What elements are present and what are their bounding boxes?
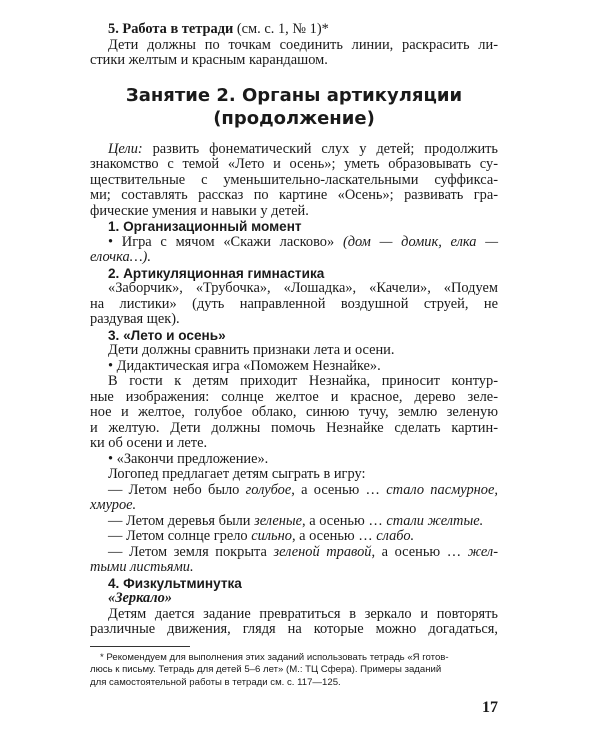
section-3-heading: 3. «Лето и осень»: [108, 327, 226, 343]
task5-number: 5.: [108, 21, 119, 37]
section-3-line-7: ки об осени и лете.: [90, 435, 208, 451]
section-2-line-2: на листики» (дуть направленной воздушной струей, не: [90, 295, 498, 312]
section-3-line-8: • «Закончи предложение».: [108, 450, 269, 467]
footnote-line-1: * Рекомендуем для выполнения этих заданий использовать тетрадь «Я готов-: [100, 651, 449, 663]
section-2-heading: 2. Артикуляционная гимнастика: [108, 265, 325, 281]
section-4-line-1: Детям дается задание превратиться в зеркало и повторять: [108, 605, 498, 622]
task5-title: Работа в тетради: [122, 21, 234, 37]
section-4-heading: 4. Физкультминутка: [108, 575, 242, 591]
goals-line-3: ществительные с уменьшительно-ласкательными суффикса-: [90, 171, 498, 188]
goals-line-1: Цели: развить фонематический слух у детей; продолжить: [108, 140, 498, 157]
example-1-line-1: — Летом небо было голубое, а осенью … стало пасмурное,: [108, 481, 498, 498]
example-4-line-1: — Летом земля покрыта зеленой травой, а осенью … жел-: [108, 543, 498, 560]
goals-line-2: знакомство с темой «Лето и осень»; уметь образовывать су-: [90, 156, 498, 172]
example-2: — Летом деревья были зеленые, а осенью … стали желтые.: [108, 512, 484, 529]
task5-reference: (см. с. 1, № 1)*: [233, 21, 329, 37]
example-1-line-2: хмурое.: [90, 497, 137, 513]
lesson-title: Занятие 2. Органы артикуляции: [125, 84, 463, 106]
goals-line-4: ми; составлять рассказ по картине «Осень»; развивать гра-: [90, 187, 498, 203]
section-1-line-1: • Игра с мячом «Скажи ласково» (дом — домик, елка —: [108, 233, 498, 250]
section-3-line-1: Дети должны сравнить признаки лета и осени.: [108, 342, 395, 358]
example-4-line-2: тыми листьями.: [90, 559, 194, 575]
section-3-line-2: • Дидактическая игра «Поможем Незнайке».: [108, 357, 381, 374]
section-1-line-2: елочка…).: [90, 249, 151, 265]
task5-line-1: Дети должны по точкам соединить линии, раскрасить ли-: [108, 36, 498, 53]
footnote-line-3: для самостоятельной работы в тетради см. с. 117—125.: [90, 676, 341, 688]
footnote-line-2: люсь к письму. Тетрадь для детей 5–6 лет» (М.: ТЦ Сфера). Примеры заданий: [90, 664, 442, 675]
section-3-line-4: ные изображения: солнце желтое и красное, дерево зеле-: [90, 388, 498, 405]
section-3-line-9: Логопед предлагает детям сыграть в игру:: [108, 466, 366, 482]
page-number: 17: [482, 699, 498, 716]
lesson-subtitle: (продолжение): [213, 107, 375, 129]
task5-heading: [108, 22, 498, 38]
section-2-line-1: «Заборчик», «Трубочка», «Лошадка», «Качели», «Подуем: [108, 280, 498, 296]
section-4-subheading: «Зеркало»: [108, 590, 173, 606]
section-3-line-6: и желтую. Дети должны помочь Незнайке сделать картин-: [90, 419, 498, 436]
section-2-line-3: раздувая щек).: [90, 311, 180, 327]
task5-line-2: стики желтым и красным карандашом.: [90, 52, 328, 68]
goals-line-5: фические умения и навыки у детей.: [90, 202, 309, 219]
section-4-line-2: различные движения, глядя на которые можно догадаться,: [90, 621, 498, 637]
section-3-line-5: ное и желтое, голубое облако, синюю тучу, землю зеленую: [90, 404, 498, 420]
footnote-divider: [90, 646, 190, 647]
goals-label: Цели:: [108, 140, 143, 157]
section-1-heading: 1. Организационный момент: [108, 219, 302, 234]
example-3: — Летом солнце грело сильно, а осенью … слабо.: [108, 528, 415, 544]
section-3-line-3: В гости к детям приходит Незнайка, приносит контур-: [108, 373, 498, 389]
